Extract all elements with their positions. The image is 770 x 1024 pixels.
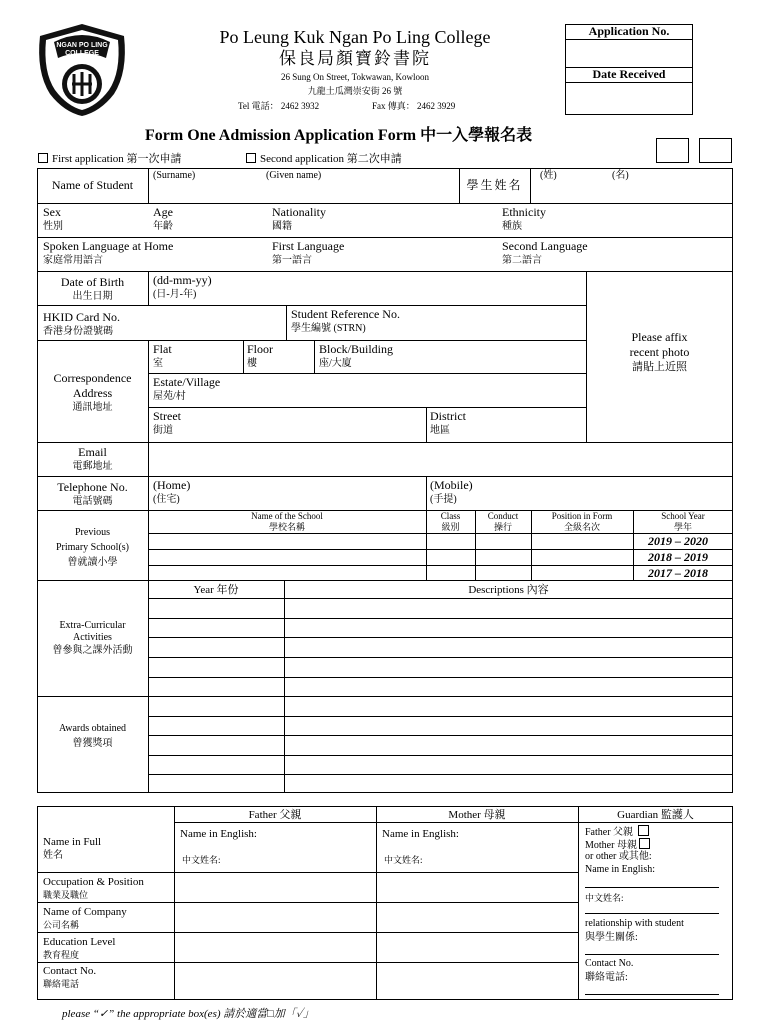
address-en: 26 Sung On Street, Tokwawan, Kowloon xyxy=(281,72,429,82)
guardian-mother-label: Mother 母親 xyxy=(585,840,637,851)
logo-text-bottom: COLLEGE xyxy=(65,50,99,57)
occupation-label-zh: 職業及職位 xyxy=(43,890,89,900)
address-zh: 九龍土瓜灣崇安街 26 號 xyxy=(307,86,403,96)
first-application-label: First application 第一次申請 xyxy=(52,153,182,165)
street-label: Street xyxy=(153,409,181,423)
name-of-student-label: Name of Student xyxy=(51,178,134,192)
hkid-label: HKID Card No. xyxy=(43,310,120,324)
awards-label: Awards obtained xyxy=(58,723,127,734)
home-phone-label-zh: (住宅) xyxy=(153,494,180,505)
previous-school-label-zh: 曾就讀小學 xyxy=(67,557,118,568)
guardian-contact-label-zh: 聯絡電話: xyxy=(585,972,628,983)
estate-label: Estate/Village xyxy=(153,375,221,389)
eca-label-zh: 曾參與之課外活動 xyxy=(52,645,133,656)
photo-corner-box-1 xyxy=(656,138,689,163)
guardian-name-en-label: Name in English: xyxy=(585,864,655,875)
previous-school-label-1: Previous xyxy=(75,527,110,538)
school-year-3: 2017 – 2018 xyxy=(648,566,708,580)
first-language-label: First Language xyxy=(272,239,345,253)
spoken-language-label: Spoken Language at Home xyxy=(43,239,174,253)
photo-instruction-zh: 請貼上近照 xyxy=(632,361,687,373)
contact-label-zh: 聯絡電話 xyxy=(43,979,80,989)
spoken-language-label-zh: 家庭常用語言 xyxy=(43,255,103,266)
flat-label-zh: 室 xyxy=(153,358,163,369)
school-name-header: Name of the School xyxy=(251,511,323,521)
address-label-2: Address xyxy=(72,386,113,400)
guardian-relationship-label: relationship with student xyxy=(585,918,684,929)
second-application-option[interactable] xyxy=(246,152,402,167)
conduct-header-zh: 操行 xyxy=(493,522,512,532)
second-language-label: Second Language xyxy=(502,239,588,253)
checkbox[interactable] xyxy=(638,825,649,836)
age-label: Age xyxy=(153,205,173,219)
strn-label-zh: 學生編號 (STRN) xyxy=(291,323,366,334)
floor-label-zh: 樓 xyxy=(247,358,257,369)
school-year-1: 2019 – 2020 xyxy=(648,534,708,548)
first-application-option[interactable] xyxy=(38,152,182,167)
student-name-zh-input[interactable] xyxy=(534,184,729,200)
activities-table xyxy=(37,580,733,793)
flat-label: Flat xyxy=(153,342,172,356)
telephone-label-zh: 電話號碼 xyxy=(72,496,113,507)
tel-number: Tel 電話： 2462 3932 xyxy=(238,101,320,111)
guardian-relationship-label-zh: 與學生關係: xyxy=(585,932,638,943)
school-year-2: 2018 – 2019 xyxy=(648,550,708,564)
district-label-zh: 地區 xyxy=(430,425,450,436)
father-header: Father 父親 xyxy=(248,809,302,821)
father-name-zh-label: 中文姓名: xyxy=(182,855,221,865)
second-application-label: Second application 第二次申請 xyxy=(260,153,402,165)
surname-zh-label: (姓) xyxy=(540,170,557,181)
mobile-phone-label-zh: (手提) xyxy=(430,494,457,505)
estate-label-zh: 屋苑/村 xyxy=(153,391,186,402)
strn-label: Student Reference No. xyxy=(291,307,400,321)
sex-label: Sex xyxy=(43,205,61,219)
eca-label-2: Activities xyxy=(73,632,112,643)
student-name-zh-label: 學生姓名 xyxy=(466,178,523,192)
application-no-label: Application No. xyxy=(588,24,670,38)
occupation-label: Occupation & Position xyxy=(43,876,144,888)
class-header: Class xyxy=(440,511,461,521)
dob-label-zh: 出生日期 xyxy=(72,291,113,302)
email-label-zh: 電郵地址 xyxy=(72,461,113,472)
education-label-zh: 教育程度 xyxy=(43,950,80,960)
name-in-full-label: Name in Full xyxy=(43,836,102,848)
dob-label: Date of Birth xyxy=(60,275,125,289)
given-zh-label: (名) xyxy=(612,170,629,181)
given-name-label: (Given name) xyxy=(266,170,322,181)
address-label-zh: 通訊地址 xyxy=(72,402,113,413)
surname-label: (Surname) xyxy=(153,170,196,181)
fax-number: Fax 傳真： 2462 3929 xyxy=(372,101,456,111)
year-header: Year 年份 xyxy=(193,584,239,596)
school-logo xyxy=(32,22,132,118)
block-label: Block/Building xyxy=(319,342,394,356)
nationality-label: Nationality xyxy=(272,205,326,219)
logo-text-top: NGAN PO LING xyxy=(56,42,108,49)
school-year-header: School Year xyxy=(661,511,705,521)
nationality-label-zh: 國籍 xyxy=(272,221,292,232)
checkbox[interactable] xyxy=(38,153,48,163)
dob-format-zh: (日-月-年) xyxy=(153,289,197,300)
footer-note: please “✓” the appropriate box(es) 請於適當□加「✓」 xyxy=(62,1008,315,1020)
home-phone-label: (Home) xyxy=(153,478,191,492)
father-name-en-label: Name in English: xyxy=(180,828,257,840)
floor-label: Floor xyxy=(247,342,274,356)
block-label-zh: 座/大廈 xyxy=(319,358,352,369)
mother-header: Mother 母親 xyxy=(448,809,506,821)
position-header: Position in Form xyxy=(551,511,613,521)
guardian-mother-option[interactable] xyxy=(585,838,654,852)
telephone-label: Telephone No. xyxy=(57,480,128,494)
hkid-label-zh: 香港身份證號碼 xyxy=(43,326,113,337)
guardian-father-label: Father 父親 xyxy=(585,827,634,838)
school-name-zh: 保良局顏寶鈴書院 xyxy=(279,49,431,68)
date-received-input[interactable] xyxy=(568,85,690,112)
school-name-en: Po Leung Kuk Ngan Po Ling College xyxy=(219,27,491,47)
photo-instruction-1: Please affix xyxy=(631,330,688,344)
awards-label-zh: 曾獲獎項 xyxy=(72,738,113,749)
email-input[interactable] xyxy=(153,450,728,470)
school-name-header-zh: 學校名稱 xyxy=(268,522,305,532)
ethnicity-label: Ethnicity xyxy=(502,205,546,219)
email-label: Email xyxy=(78,445,107,459)
mother-name-zh-label: 中文姓名: xyxy=(384,855,423,865)
checkbox[interactable] xyxy=(639,838,650,849)
guardian-father-option[interactable] xyxy=(585,825,653,839)
guardian-other-label: or other 或其他: xyxy=(585,851,652,862)
guardian-name-zh-label: 中文姓名: xyxy=(585,893,624,903)
mobile-phone-label: (Mobile) xyxy=(430,478,473,492)
photo-corner-box-2 xyxy=(699,138,732,163)
company-label-zh: 公司名稱 xyxy=(43,920,80,930)
mother-name-en-label: Name in English: xyxy=(382,828,459,840)
checkbox[interactable] xyxy=(246,153,256,163)
student-name-en-input[interactable] xyxy=(152,184,454,200)
eca-label-1: Extra-Curricular xyxy=(59,620,126,631)
district-label: District xyxy=(430,409,466,423)
ethnicity-label-zh: 種族 xyxy=(502,221,522,232)
dob-format: (dd-mm-yy) xyxy=(153,273,212,287)
sex-label-zh: 性別 xyxy=(43,221,63,232)
address-label-1: Correspondence xyxy=(53,371,132,385)
street-label-zh: 街道 xyxy=(153,425,173,436)
descriptions-header: Descriptions 內容 xyxy=(468,584,549,596)
class-header-zh: 級別 xyxy=(441,522,460,532)
education-label: Education Level xyxy=(43,936,116,948)
photo-instruction-2: recent photo xyxy=(629,345,690,359)
position-header-zh: 全級名次 xyxy=(563,522,600,532)
application-no-input[interactable] xyxy=(568,42,690,64)
date-received-label: Date Received xyxy=(592,67,666,81)
previous-school-label-2: Primary School(s) xyxy=(55,542,130,553)
guardian-contact-label: Contact No. xyxy=(585,958,634,969)
conduct-header: Conduct xyxy=(487,511,519,521)
age-label-zh: 年齡 xyxy=(153,221,173,232)
second-language-label-zh: 第二語言 xyxy=(502,255,542,266)
form-title: Form One Admission Application Form 中一入學報名表 xyxy=(145,127,533,144)
contact-label: Contact No. xyxy=(43,965,97,977)
company-label: Name of Company xyxy=(43,906,127,918)
guardian-header: Guardian 監護人 xyxy=(617,809,694,821)
school-year-header-zh: 學年 xyxy=(673,522,692,532)
name-in-full-label-zh: 姓名 xyxy=(43,850,63,861)
first-language-label-zh: 第一語言 xyxy=(272,255,312,266)
